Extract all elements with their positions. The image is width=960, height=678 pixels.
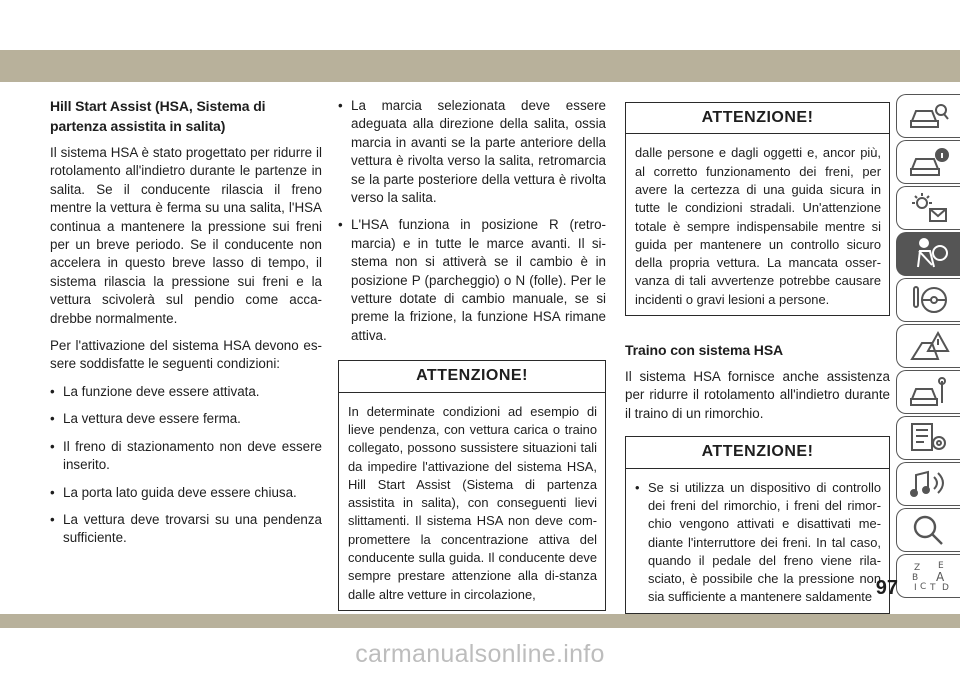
tab-car-info[interactable] — [896, 140, 960, 184]
header-band — [0, 50, 960, 82]
index-letter: B — [911, 573, 918, 583]
paragraph-hsa-conditions: Per l'attivazione del sistema HSA devono es-sere soddisfatte le seguenti condizioni: — [50, 338, 322, 372]
conditions-list-continued — [338, 97, 606, 345]
list-item: • La marcia selezionata deve essere adeguata alla direzione della salita, ossia marcia in avanti se la parte anteriore della vettura è rivolta verso la salita, retromarcia se la parte posteriore della vettura è rivolta verso la salita. — [338, 97, 606, 207]
warning-list — [635, 479, 881, 607]
tab-multimedia[interactable] — [896, 462, 960, 506]
tab-search[interactable] — [896, 508, 960, 552]
seatbelt-airbag-icon — [908, 237, 950, 271]
index-letter: T — [929, 583, 935, 593]
warning-box — [338, 360, 606, 611]
road-warning-icon — [908, 329, 950, 363]
warning-box-towing — [625, 436, 890, 613]
tab-car-search[interactable] — [896, 94, 960, 138]
list-item: • La vettura deve essere ferma. — [50, 410, 322, 428]
list-item: • La porta lato guida deve essere chiusa. — [50, 484, 322, 502]
paragraph-towing: Il sistema HSA fornisce anche assistenza per ridurre il rotolamento all'indietro durante il traino di un rimorchio. — [625, 369, 890, 421]
list-item: • L'HSA funziona in posizione R (retro-marcia) e in tutte le marce avanti. Il si-stema non si attiverà se il cambio è in posizione P (parcheggio) o N (folle). Per le vetture dotate di cambio manuale, se si preme la frizione, la funzione HSA rimane attiva. — [338, 216, 606, 345]
warning-title: ATTENZIONE! — [339, 361, 605, 392]
multimedia-icon — [908, 467, 950, 501]
tab-emergency[interactable] — [896, 324, 960, 368]
column-middle — [338, 97, 606, 611]
list-item: • Il freno di stazionamento non deve essere inserito. — [50, 438, 322, 475]
car-info-icon — [908, 145, 950, 179]
magnifier-icon — [908, 513, 950, 547]
warning-title: ATTENZIONE! — [626, 437, 889, 468]
tab-index[interactable] — [896, 554, 960, 598]
index-letter: D — [941, 583, 949, 593]
index-letter: C — [919, 582, 926, 592]
section-heading-hsa: Hill Start Assist (HSA, Sistema di partenza assistita in salita) — [50, 98, 266, 134]
list-item: • La funzione deve essere attivata. — [50, 383, 322, 401]
index-letter: A — [935, 570, 944, 584]
tab-warning-lights[interactable] — [896, 186, 960, 230]
index-letter: Z — [913, 563, 920, 573]
steering-wheel-icon — [908, 283, 950, 317]
chapter-tabs — [896, 94, 960, 600]
tab-driving[interactable] — [896, 278, 960, 322]
alphabetical-index-icon — [908, 559, 950, 593]
warning-body — [626, 469, 889, 613]
warning-box-continued — [625, 102, 890, 316]
car-search-icon — [908, 99, 950, 133]
list-item: • Se si utilizza un dispositivo di controllo dei freni del rimorchio, i freni del rimor-chio vengono attivati e disattivati me-diante l'interruttore dei freni. In tal caso, quando il pedale del freno viene rila-sciato, è possibile che la pressione non sia sufficiente a mantenere saldamente — [635, 479, 881, 607]
column-left — [50, 96, 322, 557]
conditions-list — [50, 383, 322, 548]
watermark: carmanualsonline.info — [355, 640, 605, 668]
tab-maintenance[interactable] — [896, 370, 960, 414]
list-item: • La vettura deve trovarsi su una pendenza sufficiente. — [50, 511, 322, 548]
index-letter: E — [937, 561, 944, 571]
tab-specifications[interactable] — [896, 416, 960, 460]
section-heading-towing: Traino con sistema HSA — [625, 342, 784, 359]
paragraph-hsa-description: Il sistema HSA è stato progettato per ridurre il rotolamento all'indietro durante le partenze in salita. Se il conducente rilascia il freno mentre la vettura è ferma su una salita, l'HSA continua a mantenere la pressione sui freni per un breve periodo. Se il conducente non accelera in questo breve lasso di tempo, il sistema rilascia la pressione sui freni e la vettura scivolerà sul pendio come acca-drebbe normalmente. — [50, 145, 322, 326]
warning-light-message-icon — [908, 191, 950, 225]
checklist-gear-icon — [908, 421, 950, 455]
warning-title: ATTENZIONE! — [626, 103, 889, 134]
index-letter: I — [913, 583, 917, 593]
page-number: 97 — [875, 577, 898, 599]
warning-text: dalle persone e dagli oggetti e, ancor più, al corretto funzionamento dei freni, per avere la certezza di una guida sicura in tutte le condizioni stradali. Un'attenzione totale è sempre indispensabile mentre si guida per mantenere un controllo sicuro della propria vettura. La mancata osser-vanza di tali avvertenze potrebbe causare incidenti o gravi lesioni a persone. — [635, 145, 881, 307]
car-wrench-icon — [908, 375, 950, 409]
warning-text: In determinate condizioni ad esempio di lieve pendenza, con vettura carica o traino collegato, possono sussistere situazioni tali da impedire l'attivazione del sistema HSA, Hill Start Assist (Sistema di partenza assistita in salita), con conseguenti lievi slittamenti. Il sistema HSA non deve com-promettere la concentrazione attiva del conducente sulla guida. Il conducente deve sempre prestare attenzione alla di-stanza dalle altre vetture in circolazione, — [348, 403, 597, 602]
tab-safety[interactable] — [896, 232, 960, 276]
column-right — [625, 102, 890, 614]
footer-band — [0, 614, 960, 628]
